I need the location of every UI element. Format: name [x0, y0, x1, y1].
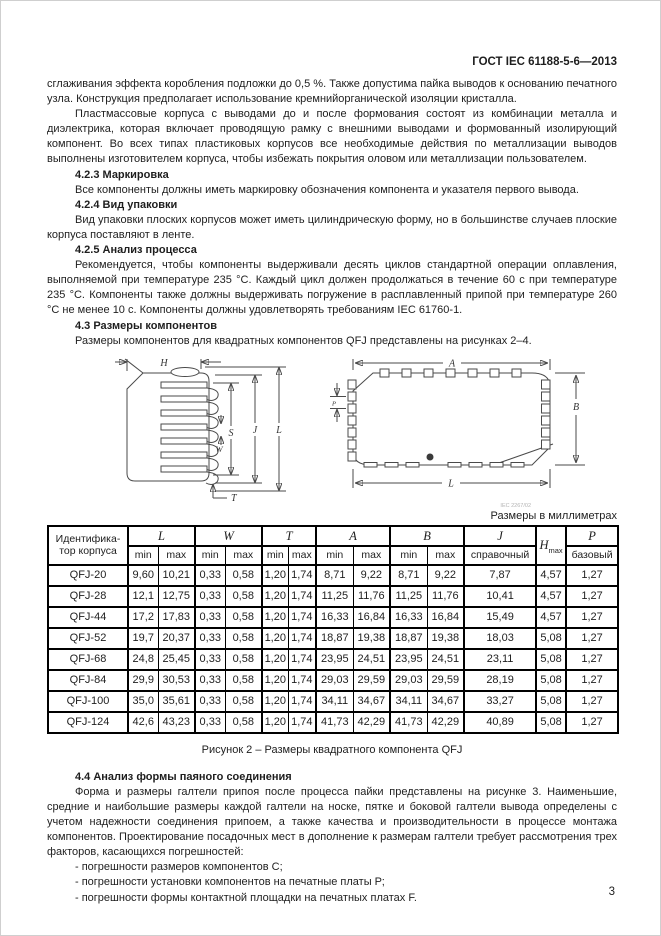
dimension-value-cell: 34,67 [427, 691, 464, 712]
dim-label-w: W [215, 443, 223, 454]
dimension-value-cell: 16,84 [353, 607, 390, 628]
dimension-value-cell: 0,58 [225, 649, 262, 670]
dimension-value-cell: 41,73 [316, 712, 353, 733]
dimension-value-cell: 1,20 [262, 691, 288, 712]
subheader: max [158, 546, 195, 565]
paragraph-fillet: Форма и размеры галтели припоя после процесса пайки представлены на рисунке 3. Наименьшие, средние и наибольшие размеры каждой галтели на носке, пятке и боковой галтели вывода определены с учетом надежности соединения припоем, а также качества и производительности в процессе монтажа компонентов. Проектирование посадочных мест в дополнение к размерам галтели требует рассмотрения трех факторов, касающихся погрешностей: [47, 785, 617, 859]
dimension-value-cell: 1,74 [288, 670, 316, 691]
heading-4-2-4: 4.2.4 Вид упаковки [75, 198, 178, 211]
qfj-side-view-diagram [115, 357, 310, 507]
dimension-value-cell: 19,7 [128, 628, 158, 649]
pin1-marker [427, 453, 434, 460]
dimension-value-cell: 24,51 [353, 649, 390, 670]
dimension-value-cell: 30,53 [158, 670, 195, 691]
col-header-Hmax: $H_{max}$ [536, 526, 566, 565]
heading-4-2-5: 4.2.5 Анализ процесса [75, 244, 197, 257]
paragraph-dimensions: Размеры компонентов для квадратных компонентов QFJ представлены на рисунках 2–4. [75, 334, 532, 347]
units-note: Размеры в миллиметрах [490, 509, 617, 522]
subheader: min [262, 546, 288, 565]
dim-label-a: A [448, 358, 456, 370]
dimension-value-cell: 9,60 [128, 565, 158, 586]
package-id-cell: QFJ-124 [48, 712, 128, 733]
table-row [48, 649, 618, 670]
dim-label-l: L [276, 424, 282, 436]
dim-label-l2: L [448, 478, 454, 490]
list-item-c: - погрешности размеров компонентов С; [75, 861, 283, 874]
dimension-value-cell: 5,08 [536, 649, 566, 670]
dimension-value-cell: 24,51 [427, 649, 464, 670]
dimension-value-cell: 1,27 [566, 670, 618, 691]
package-id-cell: QFJ-44 [48, 607, 128, 628]
dim-label-p: P [332, 400, 336, 408]
table-row [48, 691, 618, 712]
subheader: min [128, 546, 158, 565]
page-number: 3 [608, 886, 615, 898]
subheader: базовый [566, 546, 618, 565]
dimension-value-cell: 1,27 [566, 628, 618, 649]
dimension-value-cell: 10,41 [464, 586, 536, 607]
dimension-value-cell: 25,45 [158, 649, 195, 670]
list-item-f: - погрешности формы контактной площадки на печатных платах F. [75, 891, 417, 904]
dimension-value-cell: 42,6 [128, 712, 158, 733]
subheader: max [225, 546, 262, 565]
table-header-row-1 [48, 526, 618, 546]
col-header-T: T [262, 526, 316, 546]
subheader: min [390, 546, 427, 565]
dim-label-s: S [228, 427, 234, 439]
dimension-value-cell: 8,71 [316, 565, 353, 586]
dimension-value-cell: 15,49 [464, 607, 536, 628]
dimension-value-cell: 5,08 [536, 691, 566, 712]
dimension-value-cell: 29,59 [427, 670, 464, 691]
heading-4-4: 4.4 Анализ формы паяного соединения [75, 770, 292, 783]
dimension-value-cell: 11,76 [353, 586, 390, 607]
list-item-p: - погрешности установки компонентов на печатные платы Р; [75, 876, 385, 889]
col-header-L: L [128, 526, 195, 546]
dimension-value-cell: 35,0 [128, 691, 158, 712]
dimension-value-cell: 1,27 [566, 712, 618, 733]
table-row [48, 586, 618, 607]
dimension-value-cell: 18,87 [390, 628, 427, 649]
col-header-id: Идентифика-тор корпуса [48, 526, 128, 565]
col-header-J: J [464, 526, 536, 546]
col-header-W: W [195, 526, 262, 546]
dimension-value-cell: 17,2 [128, 607, 158, 628]
table-row [48, 628, 618, 649]
qfj-dimensions-table [47, 525, 619, 734]
dimension-value-cell: 16,33 [316, 607, 353, 628]
dimension-value-cell: 11,25 [390, 586, 427, 607]
dimension-value-cell: 5,08 [536, 712, 566, 733]
dimension-value-cell: 0,33 [195, 691, 225, 712]
dim-label-j: J [252, 424, 258, 436]
dimension-value-cell: 1,20 [262, 586, 288, 607]
dimension-value-cell: 0,58 [225, 670, 262, 691]
dimension-value-cell: 1,74 [288, 607, 316, 628]
table-header-row-2 [48, 546, 618, 565]
subheader: max [427, 546, 464, 565]
package-id-cell: QFJ-84 [48, 670, 128, 691]
dimension-value-cell: 9,22 [427, 565, 464, 586]
dimension-value-cell: 29,03 [390, 670, 427, 691]
dimension-value-cell: 16,33 [390, 607, 427, 628]
table-row [48, 607, 618, 628]
subheader: max [288, 546, 316, 565]
dimension-value-cell: 0,58 [225, 565, 262, 586]
dimension-value-cell: 4,57 [536, 565, 566, 586]
figure-source-note: IEC 2267/02 [500, 502, 531, 509]
dimension-value-cell: 23,95 [390, 649, 427, 670]
dimension-value-cell: 24,8 [128, 649, 158, 670]
dimension-value-cell: 1,27 [566, 649, 618, 670]
dimension-value-cell: 0,58 [225, 586, 262, 607]
dimension-value-cell: 17,83 [158, 607, 195, 628]
dimension-value-cell: 1,27 [566, 586, 618, 607]
subheader: min [316, 546, 353, 565]
package-id-cell: QFJ-28 [48, 586, 128, 607]
dimension-value-cell: 1,20 [262, 565, 288, 586]
dimension-value-cell: 34,11 [316, 691, 353, 712]
dimension-value-cell: 42,29 [353, 712, 390, 733]
dimension-value-cell: 43,23 [158, 712, 195, 733]
dimension-value-cell: 12,75 [158, 586, 195, 607]
dimension-value-cell: 29,9 [128, 670, 158, 691]
table-row [48, 565, 618, 586]
dimension-value-cell: 42,29 [427, 712, 464, 733]
dimension-value-cell: 35,61 [158, 691, 195, 712]
col-header-P: P [566, 526, 618, 546]
dimension-value-cell: 12,1 [128, 586, 158, 607]
dimension-value-cell: 1,20 [262, 607, 288, 628]
subheader: min [195, 546, 225, 565]
dimension-value-cell: 40,89 [464, 712, 536, 733]
dimension-value-cell: 1,74 [288, 712, 316, 733]
dimension-value-cell: 28,19 [464, 670, 536, 691]
qfj-top-view-diagram [328, 357, 598, 497]
table-row [48, 712, 618, 733]
heading-4-3: 4.3 Размеры компонентов [75, 319, 217, 332]
dimension-value-cell: 5,08 [536, 628, 566, 649]
dimension-value-cell: 1,74 [288, 649, 316, 670]
dimension-value-cell: 16,84 [427, 607, 464, 628]
dimension-value-cell: 34,11 [390, 691, 427, 712]
subheader: max [353, 546, 390, 565]
dim-label-h: H [160, 357, 168, 369]
paragraph-process: Рекомендуется, чтобы компоненты выдерживали десять циклов стандартной операции оплавления, выполняемой при температуре 235 °С. Каждый цикл должен продолжаться в течение 60 с при температуре 235 °С. Компоненты также должны выдерживать погружение в расплавленный припой при температуре 260 °С не менее 10 с. Компоненты должны удовлетворять требованиям IEC 61760-1. [47, 259, 617, 317]
dimension-value-cell: 33,27 [464, 691, 536, 712]
dimension-value-cell: 1,74 [288, 586, 316, 607]
dimension-value-cell: 19,38 [427, 628, 464, 649]
dimension-value-cell: 20,37 [158, 628, 195, 649]
dimension-value-cell: 1,20 [262, 628, 288, 649]
dimension-value-cell: 19,38 [353, 628, 390, 649]
dimension-value-cell: 11,76 [427, 586, 464, 607]
dimension-value-cell: 29,03 [316, 670, 353, 691]
col-header-B: B [390, 526, 464, 546]
package-id-cell: QFJ-20 [48, 565, 128, 586]
dim-label-t: T [231, 492, 237, 504]
dimension-value-cell: 0,58 [225, 607, 262, 628]
dimension-value-cell: 4,57 [536, 607, 566, 628]
dimension-value-cell: 0,33 [195, 712, 225, 733]
dimension-value-cell: 0,58 [225, 691, 262, 712]
dimension-value-cell: 29,59 [353, 670, 390, 691]
dimension-value-cell: 1,20 [262, 670, 288, 691]
dimension-value-cell: 23,95 [316, 649, 353, 670]
dimension-value-cell: 7,87 [464, 565, 536, 586]
dimension-value-cell: 1,74 [288, 565, 316, 586]
page-content [47, 77, 617, 906]
dimension-value-cell: 0,33 [195, 628, 225, 649]
dimension-value-cell: 0,33 [195, 670, 225, 691]
dimension-value-cell: 1,27 [566, 691, 618, 712]
dimension-value-cell: 18,03 [464, 628, 536, 649]
paragraph-marking: Все компоненты должны иметь маркировку обозначения компонента и указателя первого вывода. [75, 183, 579, 196]
dimension-value-cell: 1,20 [262, 712, 288, 733]
dimension-value-cell: 0,33 [195, 649, 225, 670]
figure-2-drawings [115, 357, 617, 507]
subheader: справочный [464, 546, 536, 565]
qfj-table-body [48, 565, 618, 733]
dimension-value-cell: 9,22 [353, 565, 390, 586]
dimension-value-cell: 23,11 [464, 649, 536, 670]
dimension-value-cell: 1,20 [262, 649, 288, 670]
paragraph-packaging: Вид упаковки плоских корпусов может иметь цилиндрическую форму, но в большинстве случаев плоские корпуса поставляют в ленте. [47, 213, 617, 241]
paragraph-plastic-packages: Пластмассовые корпуса с выводами до и после формования состоят из комбинации металла и диэлектрика, которая включает проводящую рамку с внешними выводами и формованный изолирующий компонент. Во всех типах пластиковых корпусов все необходимые действия по металлизации выводов выполнены изготовителем корпуса, чтобы избежать покрытия оловом или металлизации пользователем. [47, 108, 617, 166]
dimension-value-cell: 4,57 [536, 586, 566, 607]
dim-label-b: B [572, 401, 580, 413]
dimension-value-cell: 0,58 [225, 712, 262, 733]
dimension-value-cell: 1,74 [288, 691, 316, 712]
dimension-value-cell: 18,87 [316, 628, 353, 649]
dimension-value-cell: 11,25 [316, 586, 353, 607]
package-id-cell: QFJ-52 [48, 628, 128, 649]
dimension-value-cell: 0,33 [195, 607, 225, 628]
dimension-value-cell: 0,33 [195, 586, 225, 607]
package-id-cell: QFJ-68 [48, 649, 128, 670]
page-header [47, 56, 617, 68]
dimension-value-cell: 0,33 [195, 565, 225, 586]
doc-number: ГОСТ IEC 61188-5-6—2013 [472, 56, 617, 68]
dimension-value-cell: 1,27 [566, 565, 618, 586]
dimension-value-cell: 0,58 [225, 628, 262, 649]
dimension-value-cell: 1,27 [566, 607, 618, 628]
package-id-cell: QFJ-100 [48, 691, 128, 712]
dimension-value-cell: 8,71 [390, 565, 427, 586]
col-header-A: A [316, 526, 390, 546]
figure-caption: Рисунок 2 – Размеры квадратного компонента QFJ [201, 743, 463, 756]
dimension-value-cell: 5,08 [536, 670, 566, 691]
dimension-value-cell: 1,74 [288, 628, 316, 649]
heading-4-2-3: 4.2.3 Маркировка [75, 168, 169, 181]
dimension-value-cell: 41,73 [390, 712, 427, 733]
dimension-value-cell: 34,67 [353, 691, 390, 712]
paragraph-intro: сглаживания эффекта коробления подложки до 0,5 %. Также допустима пайка выводов к основанию печатного узла. Конструкция предполагает использование кремнийорганической изоляции кристалла. [47, 78, 617, 106]
table-row [48, 670, 618, 691]
dimension-value-cell: 10,21 [158, 565, 195, 586]
